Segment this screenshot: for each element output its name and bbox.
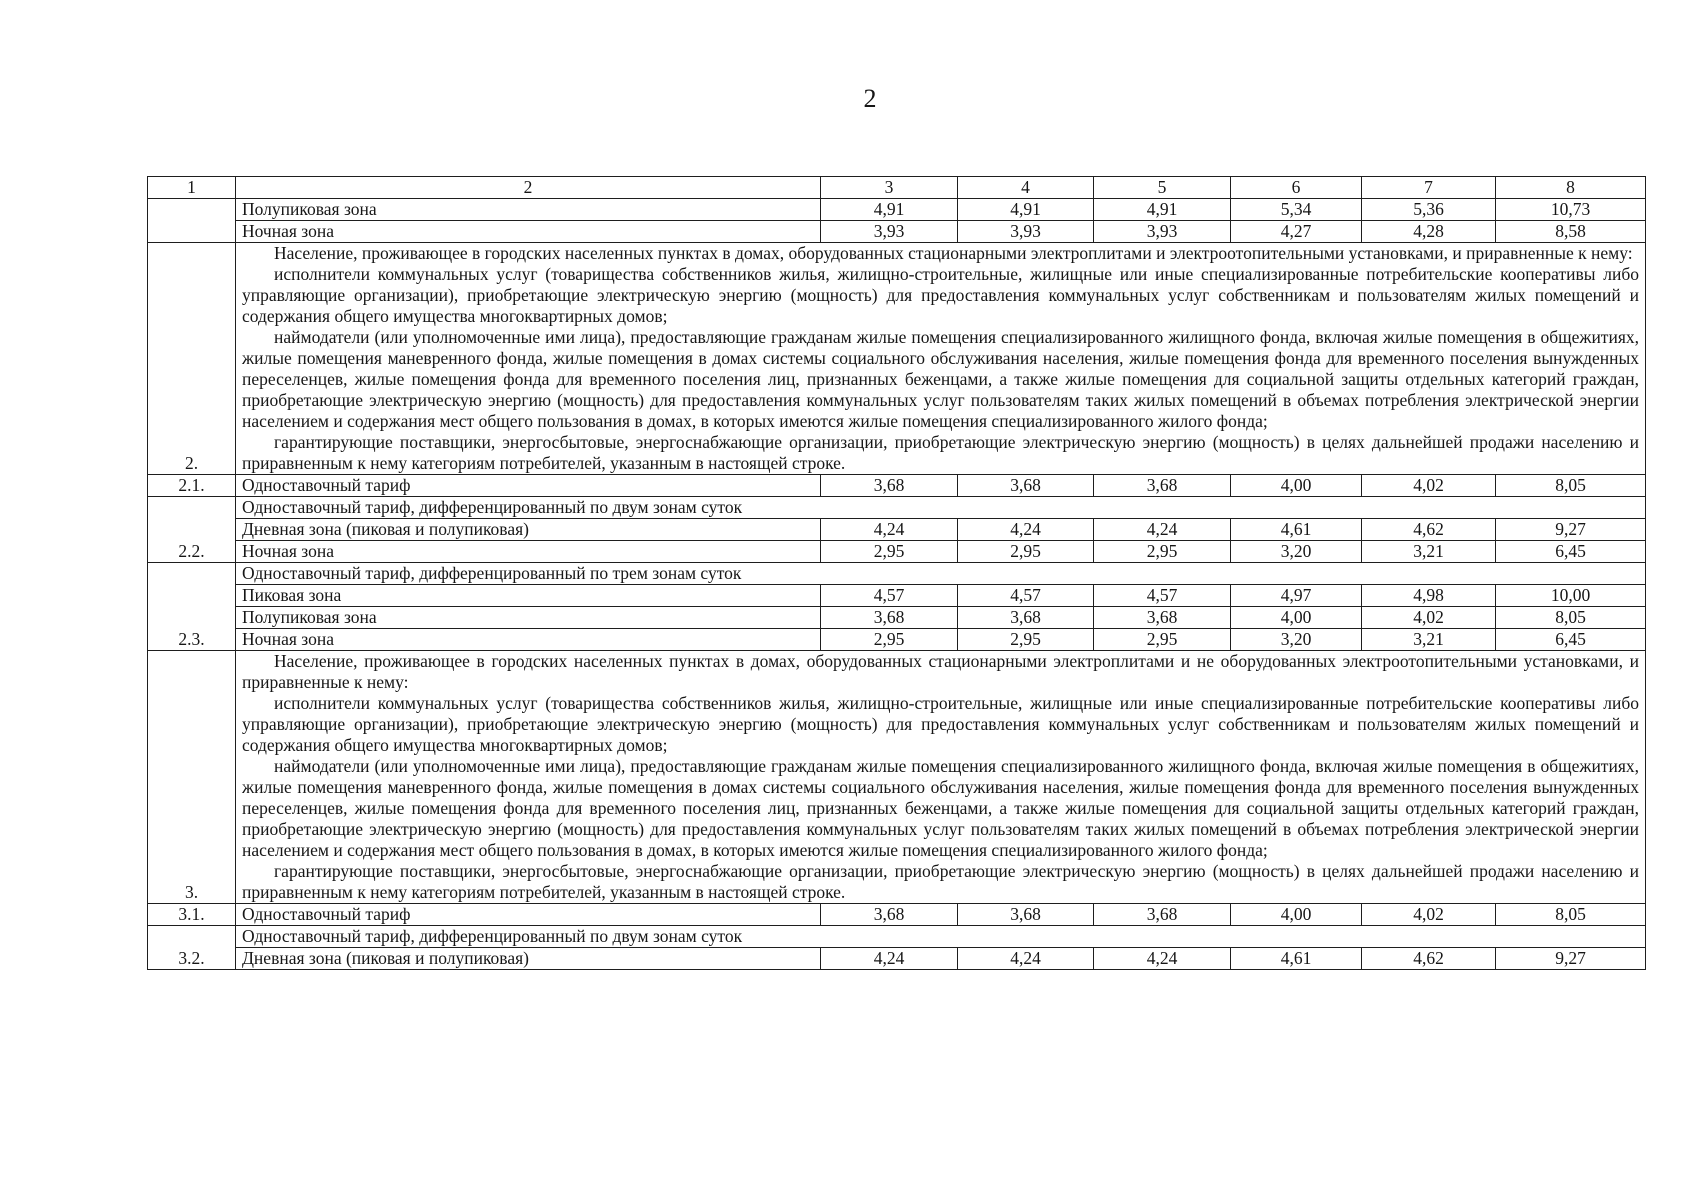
section-paragraph: гарантирующие поставщики, энергосбытовые, энергоснабжающие организации, приобретающие электрическую энергию (мощность) в целях дальнейшей продажи населению и приравненным к нему категориям потребителей, указанным в настоящей строке.: [242, 432, 1639, 473]
tariff-value: 4,91: [821, 199, 958, 221]
tariff-value: 5,36: [1362, 199, 1496, 221]
section-description: [236, 243, 1646, 475]
tariff-value: 3,20: [1231, 541, 1362, 563]
tariff-value: 3,93: [1094, 221, 1231, 243]
tariff-value: 4,24: [1094, 948, 1231, 970]
tariff-value: 2,95: [1094, 629, 1231, 651]
zone-label: Полупиковая зона: [236, 607, 821, 629]
section-paragraph: наймодатели (или уполномоченные ими лица), предоставляющие гражданам жилые помещения специализированного жилищного фонда, включая жилые помещения в общежитиях, жилые помещения маневренного фонда, жилые помещения в домах системы социального обслуживания населения, жилые помещения фонда для временного поселения вынужденных переселенцев, жилые помещения фонда для временного поселения лиц, признанных беженцами, а также жилые помещения для социальной защиты отдельных категорий граждан, приобретающие электрическую энергию (мощность) для предоставления коммунальных услуг пользователям таких жилых помещений в объемах потребления электрической энергии населением и содержания мест общего пользования в домах, в которых имеются жилые помещения специализированного жилого фонда;: [242, 756, 1639, 860]
tariff-value: 3,93: [958, 221, 1094, 243]
row-number: 2.: [148, 243, 236, 475]
column-number: 6: [1231, 177, 1362, 199]
tariff-value: 2,95: [1094, 541, 1231, 563]
zone-label: Полупиковая зона: [236, 199, 821, 221]
tariff-value: 3,68: [821, 607, 958, 629]
column-number: 8: [1496, 177, 1646, 199]
table-row: [148, 221, 1646, 243]
row-number: 3.: [148, 651, 236, 904]
table-row: [148, 904, 1646, 926]
column-number: 3: [821, 177, 958, 199]
table-row: [148, 541, 1646, 563]
zone-label: Пиковая зона: [236, 585, 821, 607]
tariff-label: Одноставочный тариф: [236, 475, 821, 497]
tariff-value: 4,57: [821, 585, 958, 607]
tariff-value: 8,05: [1496, 904, 1646, 926]
table-row: [148, 607, 1646, 629]
tariff-value: 4,61: [1231, 948, 1362, 970]
table-row: [148, 926, 1646, 948]
column-number: 7: [1362, 177, 1496, 199]
section-paragraph: наймодатели (или уполномоченные ими лица), предоставляющие гражданам жилые помещения специализированного жилищного фонда, включая жилые помещения в общежитиях, жилые помещения маневренного фонда, жилые помещения в домах системы социального обслуживания населения, жилые помещения фонда для временного поселения вынужденных переселенцев, жилые помещения фонда для временного поселения лиц, признанных беженцами, а также жилые помещения для социальной защиты отдельных категорий граждан, приобретающие электрическую энергию (мощность) для предоставления коммунальных услуг пользователям таких жилых помещений в объемах потребления электрической энергии населением и содержания мест общего пользования в домах, в которых имеются жилые помещения специализированного жилого фонда;: [242, 327, 1639, 431]
zone-label: Дневная зона (пиковая и полупиковая): [236, 519, 821, 541]
tariff-value: 2,95: [958, 541, 1094, 563]
section-paragraph: исполнители коммунальных услуг (товарищества собственников жилья, жилищно-строительные, жилищные или иные специализированные потребительские кооперативы либо управляющие организации), приобретающие электрическую энергию (мощность) для предоставления коммунальных услуг собственникам и пользователям жилых помещений и содержания общего имущества многоквартирных домов;: [242, 693, 1639, 755]
tariff-value: 8,05: [1496, 607, 1646, 629]
tariff-value: 3,21: [1362, 629, 1496, 651]
tariff-value: 4,61: [1231, 519, 1362, 541]
tariff-value: 4,24: [958, 519, 1094, 541]
tariff-value: 4,00: [1231, 607, 1362, 629]
tariff-value: 3,68: [958, 475, 1094, 497]
tariff-value: 4,57: [958, 585, 1094, 607]
column-number: 1: [148, 177, 236, 199]
tariff-value: 5,34: [1231, 199, 1362, 221]
table-row: [148, 519, 1646, 541]
tariff-value: 2,95: [821, 629, 958, 651]
section-row: [148, 243, 1646, 475]
tariff-value: 4,27: [1231, 221, 1362, 243]
zone-label: Ночная зона: [236, 629, 821, 651]
tariff-value: 4,24: [821, 519, 958, 541]
tariff-value: 4,24: [958, 948, 1094, 970]
tariff-title: Одноставочный тариф, дифференцированный по двум зонам суток: [236, 497, 1646, 519]
tariff-value: 6,45: [1496, 629, 1646, 651]
tariff-value: 3,68: [821, 904, 958, 926]
tariff-title: Одноставочный тариф, дифференцированный по двум зонам суток: [236, 926, 1646, 948]
table-row: [148, 948, 1646, 970]
section-paragraph: Население, проживающее в городских населенных пунктах в домах, оборудованных стационарными электроплитами и электроотопительными установками, и приравненные к нему:: [274, 243, 1633, 263]
row-number: 2.2.: [148, 497, 236, 563]
tariff-value: 3,68: [1094, 607, 1231, 629]
tariff-value: 3,93: [821, 221, 958, 243]
page-number: 2: [863, 84, 877, 113]
tariff-value: 4,28: [1362, 221, 1496, 243]
tariff-value: 2,95: [958, 629, 1094, 651]
tariff-value: 9,27: [1496, 519, 1646, 541]
table-row: [148, 475, 1646, 497]
tariff-value: 4,00: [1231, 475, 1362, 497]
tariff-value: 10,73: [1496, 199, 1646, 221]
zone-label: Ночная зона: [236, 221, 821, 243]
tariff-value: 3,68: [1094, 475, 1231, 497]
column-number: 5: [1094, 177, 1231, 199]
section-paragraph: исполнители коммунальных услуг (товарищества собственников жилья, жилищно-строительные, жилищные или иные специализированные потребительские кооперативы либо управляющие организации), приобретающие электрическую энергию (мощность) для предоставления коммунальных услуг собственникам и пользователям жилых помещений и содержания общего имущества многоквартирных домов;: [242, 264, 1639, 326]
table-row: [148, 497, 1646, 519]
row-number: 3.2.: [148, 926, 236, 970]
tariff-value: 3,68: [821, 475, 958, 497]
tariff-value: 3,20: [1231, 629, 1362, 651]
section-paragraph: гарантирующие поставщики, энергосбытовые, энергоснабжающие организации, приобретающие электрическую энергию (мощность) в целях дальнейшей продажи населению и приравненным к нему категориям потребителей, указанным в настоящей строке.: [242, 861, 1639, 902]
tariff-value: 3,21: [1362, 541, 1496, 563]
tariff-table: [147, 176, 1646, 970]
row-number: 3.1.: [148, 904, 236, 926]
table-row: [148, 563, 1646, 585]
tariff-value: 4,24: [1094, 519, 1231, 541]
tariff-value: 4,91: [958, 199, 1094, 221]
tariff-value: 3,68: [1094, 904, 1231, 926]
tariff-title: Одноставочный тариф, дифференцированный по трем зонам суток: [236, 563, 1646, 585]
row-number: 2.3.: [148, 563, 236, 651]
tariff-value: 4,24: [821, 948, 958, 970]
row-number-cell: [148, 199, 236, 243]
tariff-value: 6,45: [1496, 541, 1646, 563]
tariff-value: 4,91: [1094, 199, 1231, 221]
tariff-value: 2,95: [821, 541, 958, 563]
tariff-value: 10,00: [1496, 585, 1646, 607]
tariff-value: 4,62: [1362, 519, 1496, 541]
tariff-value: 8,05: [1496, 475, 1646, 497]
tariff-value: 4,62: [1362, 948, 1496, 970]
section-row: [148, 651, 1646, 904]
tariff-value: 4,57: [1094, 585, 1231, 607]
tariff-value: 4,02: [1362, 904, 1496, 926]
tariff-value: 4,02: [1362, 475, 1496, 497]
tariff-value: 3,68: [958, 607, 1094, 629]
tariff-value: 8,58: [1496, 221, 1646, 243]
tariff-value: 4,97: [1231, 585, 1362, 607]
column-number-row: [148, 177, 1646, 199]
row-number: 2.1.: [148, 475, 236, 497]
table-row: [148, 199, 1646, 221]
zone-label: Ночная зона: [236, 541, 821, 563]
tariff-value: 4,02: [1362, 607, 1496, 629]
column-number: 2: [236, 177, 821, 199]
section-description: [236, 651, 1646, 904]
tariff-label: Одноставочный тариф: [236, 904, 821, 926]
tariff-value: 9,27: [1496, 948, 1646, 970]
table-row: [148, 585, 1646, 607]
tariff-value: 4,98: [1362, 585, 1496, 607]
tariff-value: 3,68: [958, 904, 1094, 926]
zone-label: Дневная зона (пиковая и полупиковая): [236, 948, 821, 970]
section-paragraph: Население, проживающее в городских населенных пунктах в домах, оборудованных стационарными электроплитами и не оборудованных электроотопительными установками, и приравненные к нему:: [242, 651, 1639, 692]
tariff-value: 4,00: [1231, 904, 1362, 926]
table-row: [148, 629, 1646, 651]
column-number: 4: [958, 177, 1094, 199]
